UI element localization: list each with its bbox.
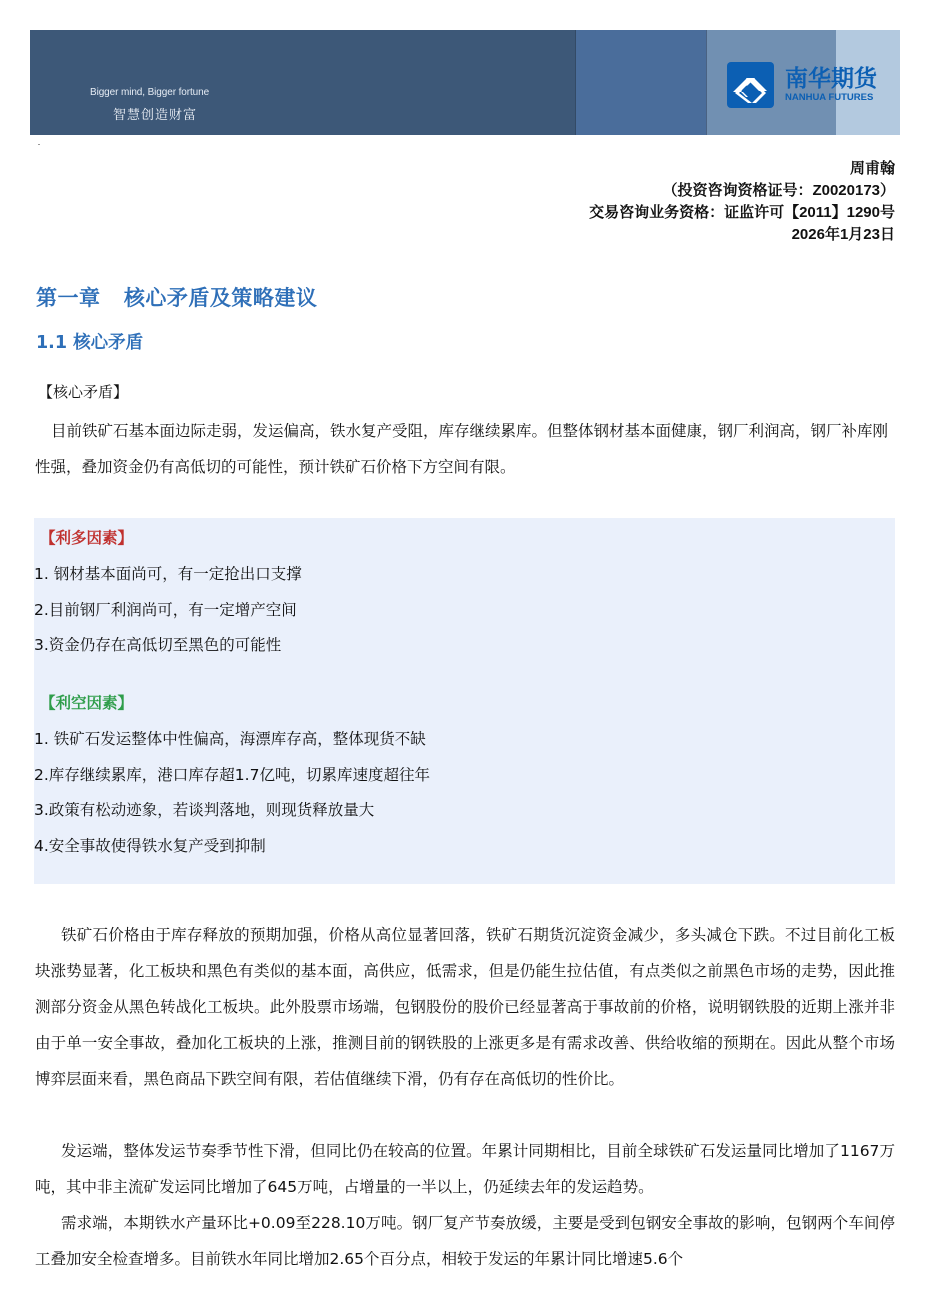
core-conflict-text: 目前铁矿石基本面边际走弱，发运偏高，铁水复产受阻，库存继续累库。但整体钢材基本面健康，钢厂利润高，钢厂补库刚性强，叠加资金仍有高低切的可能性，预计铁矿石价格下方空间有限。 <box>35 422 889 476</box>
author-qualification: （投资咨询资格证号：Z0020173） <box>662 182 895 199</box>
logo-english-name: NANHUA FUTURES <box>785 92 874 103</box>
author-block <box>589 158 895 246</box>
author-license: 交易咨询业务资格：证监许可【2011】1290号 <box>589 204 895 221</box>
banner-band-dark <box>30 30 575 135</box>
body-paragraph-market: 铁矿石价格由于库存释放的预期加强，价格从高位显著回落，铁矿石期货沉淀资金减少，多头减仓下跌。不过目前化工板块涨势显著，化工板块和黑色有类似的基本面，高供应，低需求，但是仍能生拉估值，有点类似之前黑色市场的走势，因此推测部分资金从黑色转战化工板块。此外股票市场端，包钢股份的股价已经显著高于事故前的价格，说明钢铁股的近期上涨并非由于单一安全事故，叠加化工板块的上涨，推测目前的钢铁股的上涨更多是有需求改善、供给收缩的预期在。因此从整个市场博弈层面来看，黑色商品下跌空间有限，若估值继续下滑，仍有存在高低切的性价比。 <box>35 926 895 1088</box>
nanhua-logo-icon <box>727 62 774 108</box>
stray-mark <box>38 144 40 145</box>
banner-band-mid <box>575 30 706 135</box>
section-title: 1.1 核心矛盾 <box>36 333 144 353</box>
body-paragraph-shipping: 发运端，整体发运节奏季节性下滑，但同比仍在较高的位置。年累计同期相比，目前全球铁矿石发运量同比增加了1167万吨，其中非主流矿发运同比增加了645万吨，占增量的一半以上，仍延续去年的发运趋势。 <box>35 1142 895 1196</box>
company-logo <box>727 62 877 108</box>
bullish-factor-item: 3.资金仍存在高低切至黑色的可能性 <box>34 636 282 654</box>
slogan-chinese: 智慧创造财富 <box>113 108 198 123</box>
chapter-title: 第一章 核心矛盾及策略建议 <box>36 286 318 310</box>
bullish-factor-item: 2.目前钢厂利润尚可，有一定增产空间 <box>34 601 297 619</box>
logo-chinese-name: 南华期货 <box>785 66 877 92</box>
bullish-factors-title: 【利多因素】 <box>40 529 134 547</box>
bearish-factor-item: 4.安全事故使得铁水复产受到抑制 <box>34 837 266 855</box>
core-conflict-label: 【核心矛盾】 <box>38 383 129 401</box>
bearish-factor-item: 3.政策有松动迹象，若谈判落地，则现货释放量大 <box>34 801 375 819</box>
bearish-factors-title: 【利空因素】 <box>40 694 134 712</box>
body-paragraph-demand: 需求端，本期铁水产量环比+0.09至228.10万吨。钢厂复产节奏放缓，主要是受到包钢安全事故的影响，包钢两个车间停工叠加安全检查增多。目前铁水年同比增加2.65个百分点，相较于发运的年累计同比增速5.6个 <box>35 1214 895 1268</box>
bullish-factor-item: 1. 钢材基本面尚可，有一定抢出口支撑 <box>34 565 302 583</box>
bearish-factor-item: 2.库存继续累库，港口库存超1.7亿吨，切累库速度超往年 <box>34 766 430 784</box>
slogan-english: Bigger mind, Bigger fortune <box>90 87 210 98</box>
bearish-factor-item: 1. 铁矿石发运整体中性偏高，海漂库存高，整体现货不缺 <box>34 730 426 748</box>
author-name: 周甫翰 <box>849 160 895 177</box>
factors-box <box>34 518 895 884</box>
report-date: 2026年1月23日 <box>791 226 895 243</box>
